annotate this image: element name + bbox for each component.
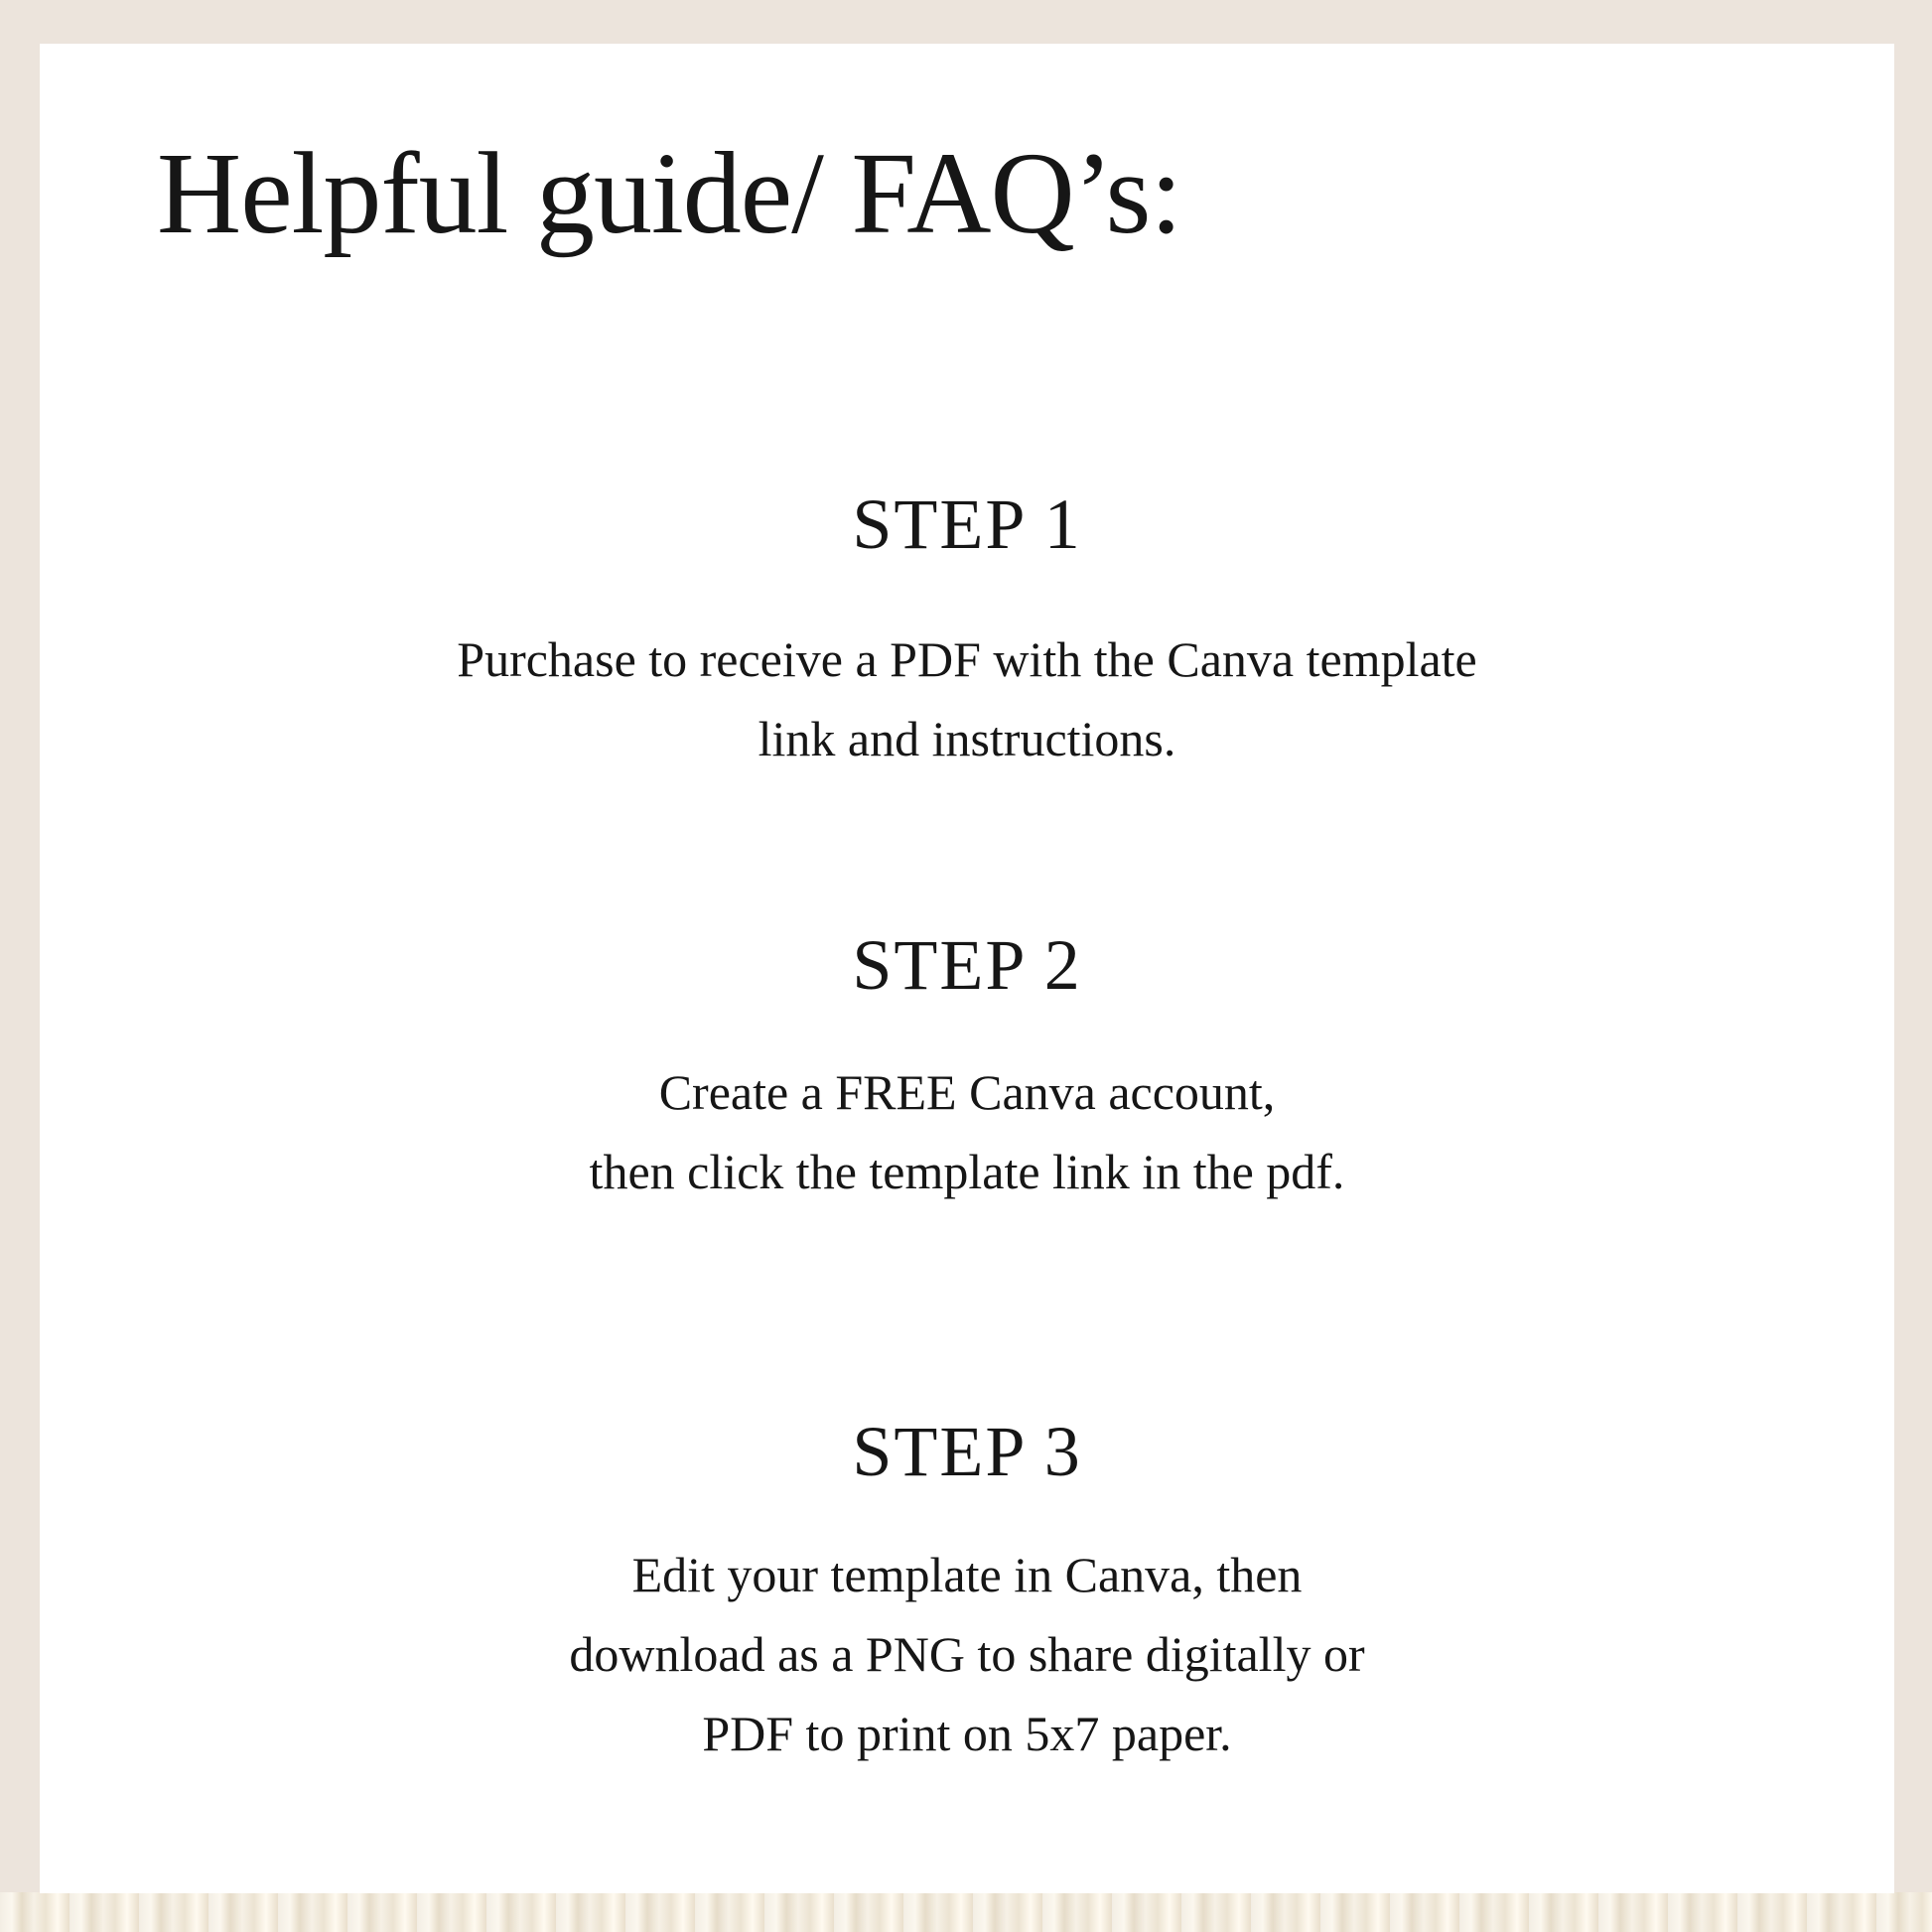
step-3-section bbox=[40, 1412, 1894, 1773]
step-3-text: Edit your template in Canva, then download as a PNG to share digitally or PDF to print on 5x7 paper. bbox=[569, 1547, 1365, 1761]
step-1-heading: STEP 1 bbox=[852, 484, 1082, 564]
step-1-text: Purchase to receive a PDF with the Canva template link and instructions. bbox=[457, 631, 1477, 766]
decorative-bottom-strip bbox=[0, 1892, 1932, 1932]
step-2-section bbox=[40, 925, 1894, 1211]
guide-card bbox=[40, 44, 1894, 1893]
page-title: Helpful guide/ FAQ’s: bbox=[157, 128, 1182, 258]
step-3-heading: STEP 3 bbox=[852, 1412, 1082, 1491]
step-1-section bbox=[40, 484, 1894, 778]
step-2-text: Create a FREE Canva account, then click the template link in the pdf. bbox=[589, 1064, 1345, 1199]
step-2-heading: STEP 2 bbox=[852, 925, 1082, 1005]
